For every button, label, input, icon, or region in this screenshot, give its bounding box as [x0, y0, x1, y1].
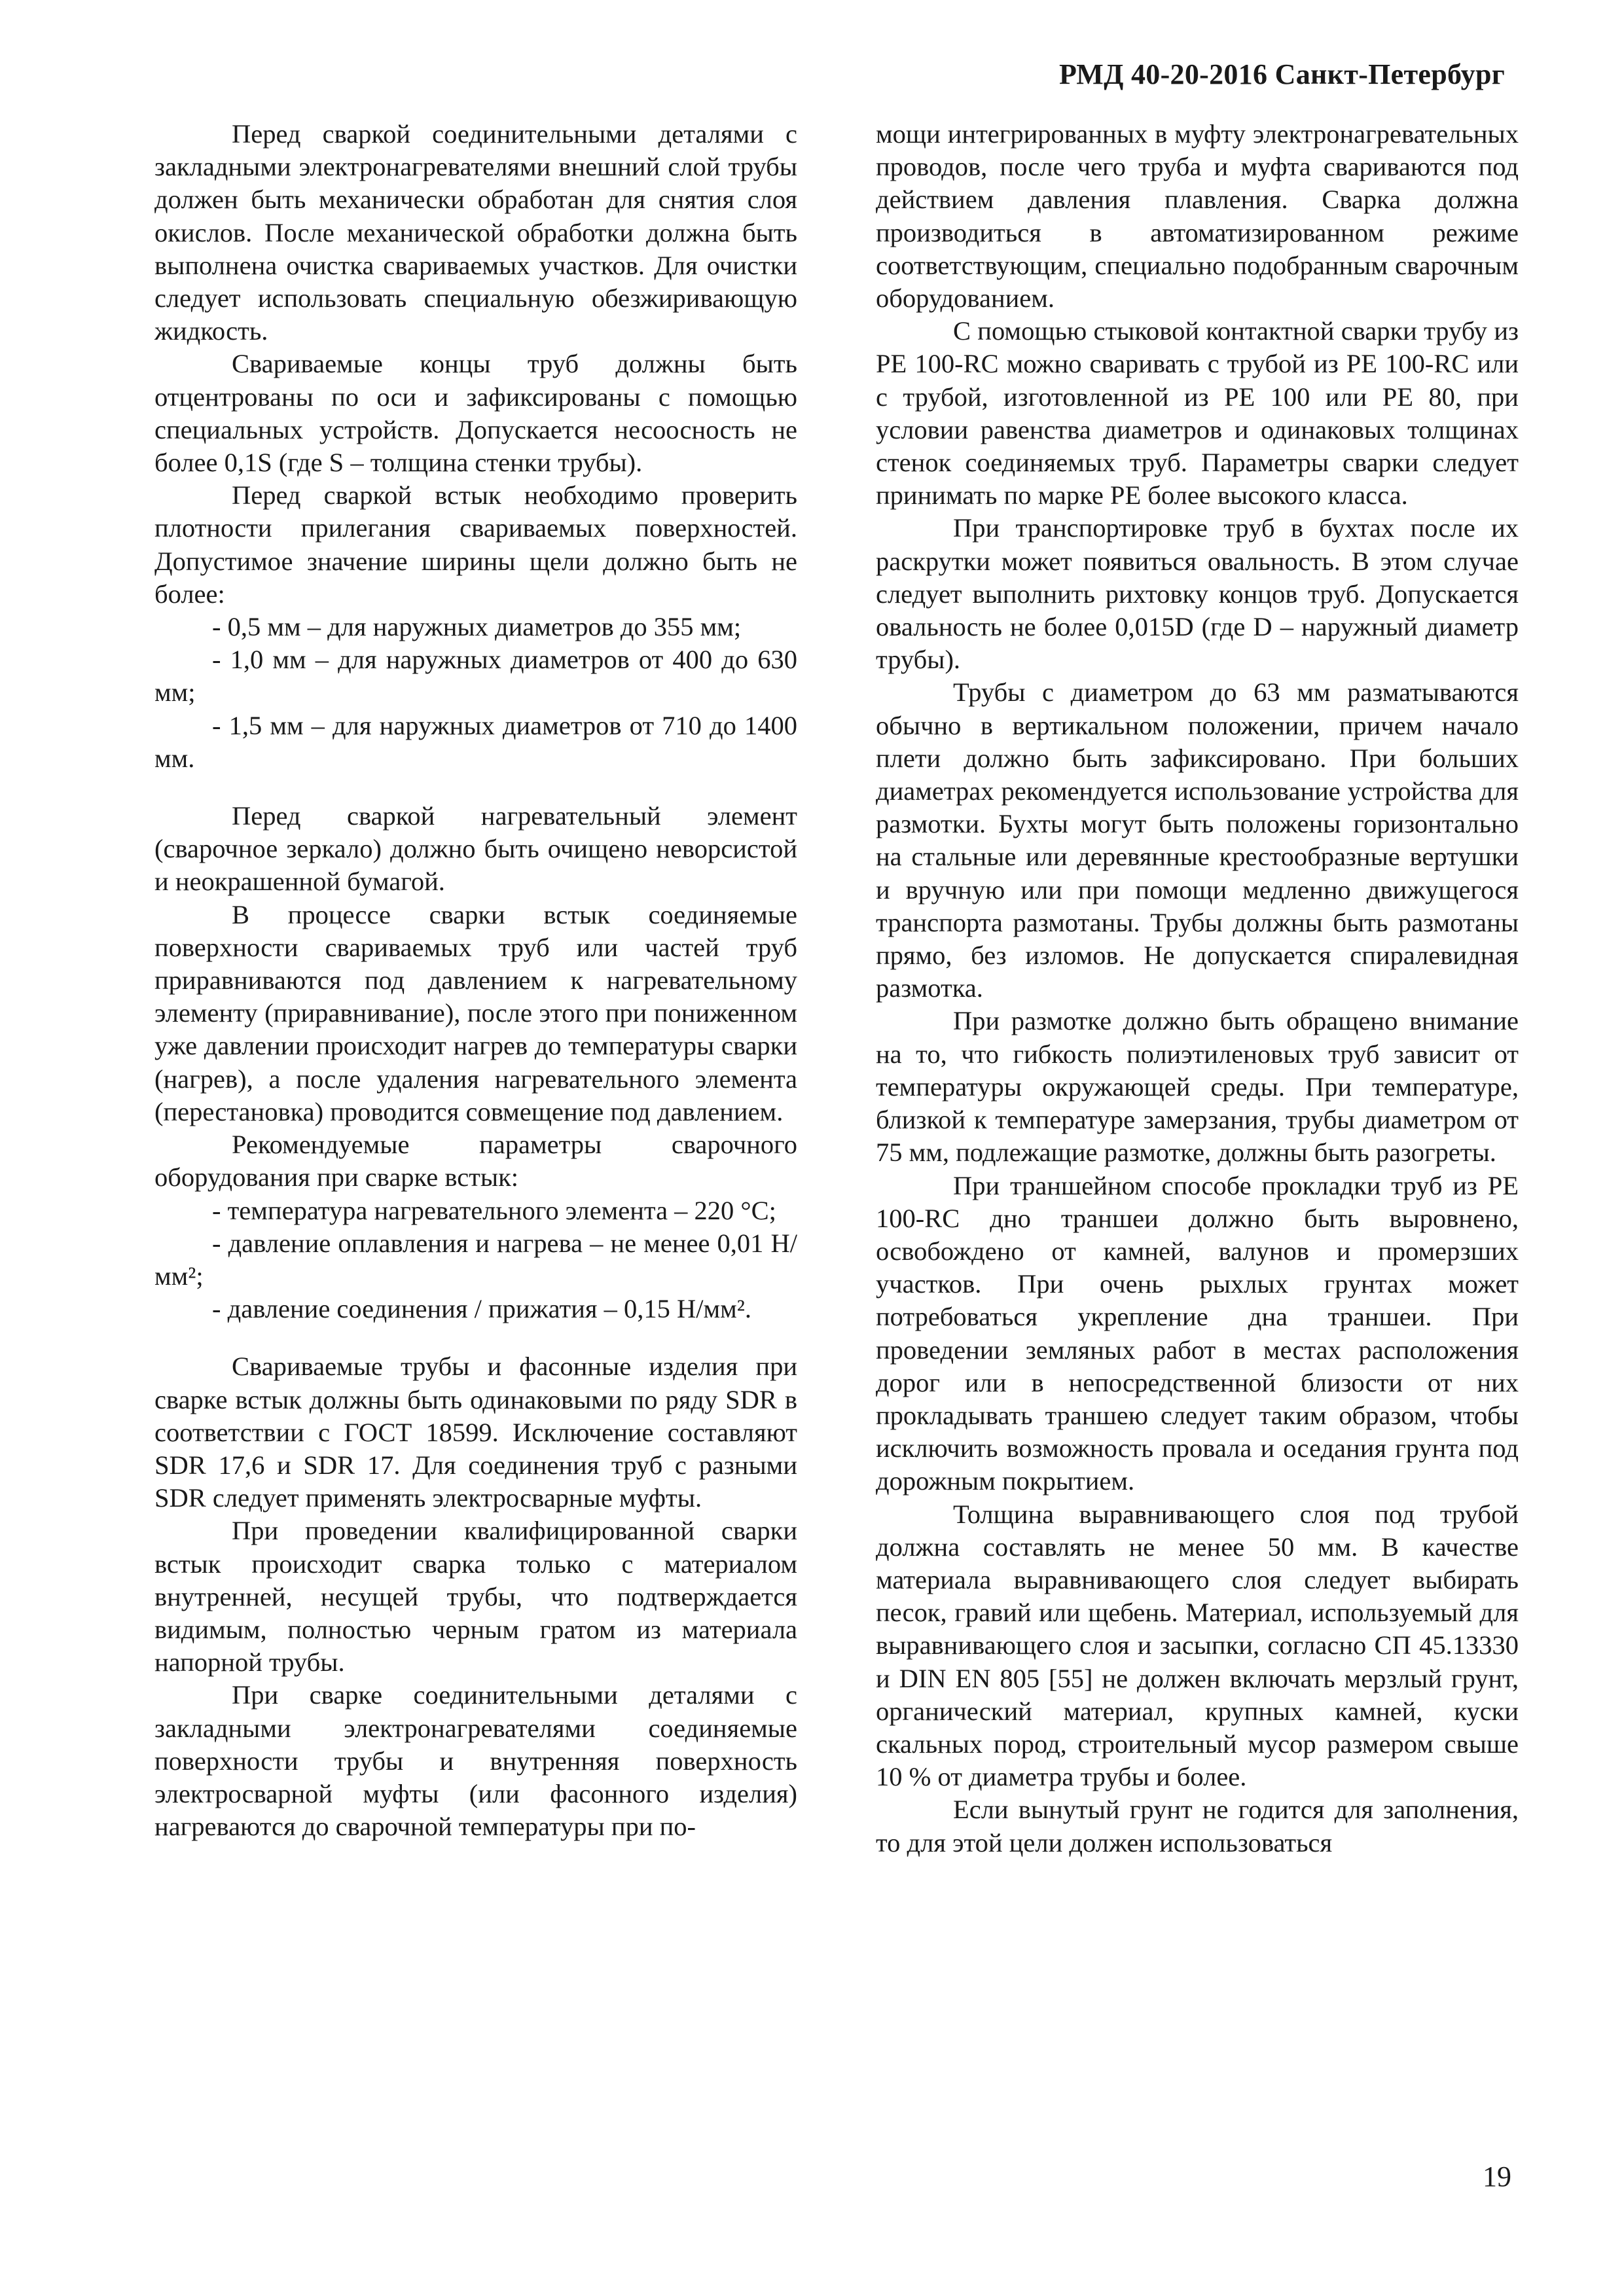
list-item: - 0,5 мм – для наружных диаметров до 355 мм;	[212, 612, 742, 642]
paragraph: Трубы с диаметром до 63 мм разматываются обычно в вертикальном положении, причем начало плети должно быть зафиксировано. При больших диаметрах рекомендуется использование устройства для размотки. Бухты могут быть положены горизонтально на стальные или деревянные крестообразные вертушки и вручную или при помощи медленно движущегося транспорта размотаны. Трубы должны быть размотаны прямо, без изломов. Не допускается спиралевидная размотка.	[876, 677, 1519, 1003]
paragraph: Перед сваркой соединительными деталями с закладными электронагревателями внешний слой трубы должен быть механически обработан для снятия слоя окислов. После механической обработки должна быть выполнена очистка свариваемых участков. Для очистки следует использовать специальную обезжиривающую жидкость.	[154, 119, 797, 346]
list-item: - давление оплавления и нагрева – не менее 0,01 Н/мм²;	[154, 1228, 797, 1291]
right-column	[876, 118, 1519, 1859]
list-item: - давление соединения / прижатия – 0,15 Н/мм².	[212, 1294, 752, 1324]
left-column	[154, 118, 797, 1843]
paragraph: Если вынутый грунт не годится для заполнения, то для этой цели должен использоваться	[876, 1795, 1519, 1857]
paragraph: При транспортировке труб в бухтах после их раскрутки может появиться овальность. В этом случае следует выполнить рихтовку концов труб. Допускается овальность не более 0,015D (где D – наружный диаметр трубы).	[876, 513, 1519, 675]
paragraph: При траншейном способе прокладки труб из PE 100-RC дно траншеи должно быть выровнено, освобождено от камней, валунов и промерзших участков. При очень рыхлых грунтах может потребоваться укрепление дна траншеи. При проведении земляных работ в местах расположения дорог или в непосредственной близости от них прокладывать траншею следует таким образом, чтобы исключить возможность провала и оседания грунта под дорожным покрытием.	[876, 1170, 1519, 1496]
paragraph: Толщина выравнивающего слоя под трубой должна составлять не менее 50 мм. В качестве материала выравнивающего слоя следует выбирать песок, гравий или щебень. Материал, используемый для выравнивающего слоя и засыпки, согласно СП 45.13330 и DIN EN 805 [55] не должен включать мерзлый грунт, органический материал, крупных камней, куски скальных пород, строительный мусор размером свыше 10 % от диаметра трубы и более.	[876, 1499, 1519, 1792]
list-item: - температура нагревательного элемента – 220 °С;	[212, 1195, 776, 1225]
paragraph: При проведении квалифицированной сварки встык происходит сварка только с материалом внутренней, несущей трубы, что подтверждается видимым, полностью черным гратом из материала напорной трубы.	[154, 1516, 797, 1677]
paragraph: Рекомендуемые параметры сварочного оборудования при сварке встык:	[154, 1130, 797, 1193]
document-header: РМД 40-20-2016 Санкт-Петербург	[1058, 58, 1505, 90]
paragraph: В процессе сварки встык соединяемые поверхности свариваемых труб или частей труб приравниваются под давлением к нагревательному элементу (приравнивание), после этого при пониженном уже давлении происходит нагрев до температуры сварки (нагрев), а после удаления нагревательного элемента (перестановка) проводится совмещение под давлением.	[154, 899, 797, 1126]
page-number: 19	[1483, 2161, 1511, 2193]
paragraph: С помощью стыковой контактной сварки трубу из PE 100-RC можно сваривать с трубой из PE 100-RC или с трубой, изготовленной из PE 100 или PE 80, при условии равенства диаметров и одинаковых толщинах стенок соединяемых труб. Параметры сварки следует принимать по марке PE более высокого класса.	[876, 316, 1519, 511]
paragraph: Свариваемые концы труб должны быть отцентрованы по оси и зафиксированы с помощью специальных устройств. Допускается несоосность не более 0,1S (где S – толщина стенки трубы).	[154, 349, 797, 478]
list-item: - 1,0 мм – для наружных диаметров от 400 до 630 мм;	[154, 645, 797, 708]
paragraph: Свариваемые трубы и фасонные изделия при сварке встык должны быть одинаковыми по ряду SDR в соответствии с ГОСТ 18599. Исключение составляют SDR 17,6 и SDR 17. Для соединения труб с разными SDR следует применять электросварные муфты.	[154, 1352, 797, 1513]
paragraph: При размотке должно быть обращено внимание на то, что гибкость полиэтиленовых труб зависит от температуры окружающей среды. При температуре, близкой к температуре замерзания, трубы диаметром от 75 мм, подлежащие размотке, должны быть разогреты.	[876, 1006, 1519, 1168]
paragraph: Перед сваркой встык необходимо проверить плотности прилегания свариваемых поверхностей. Допустимое значение ширины щели должно быть не более:	[154, 480, 797, 609]
list-item: - 1,5 мм – для наружных диаметров от 710 до 1400 мм.	[154, 710, 797, 773]
paragraph: мощи интегрированных в муфту электронагревательных проводов, после чего труба и муфта свариваются под действием давления плавления. Сварка должна производиться в автоматизированном режиме соответствующим, специально подобранным сварочным оборудованием.	[876, 119, 1519, 314]
paragraph: При сварке соединительными деталями с закладными электронагревателями соединяемые поверхности трубы и внутренняя поверхность электросварной муфты (или фасонного изделия) нагреваются до сварочной температуры при по-	[154, 1680, 797, 1842]
paragraph: Перед сваркой нагревательный элемент (сварочное зеркало) должно быть очищено неворсистой и неокрашенной бумагой.	[154, 801, 797, 897]
